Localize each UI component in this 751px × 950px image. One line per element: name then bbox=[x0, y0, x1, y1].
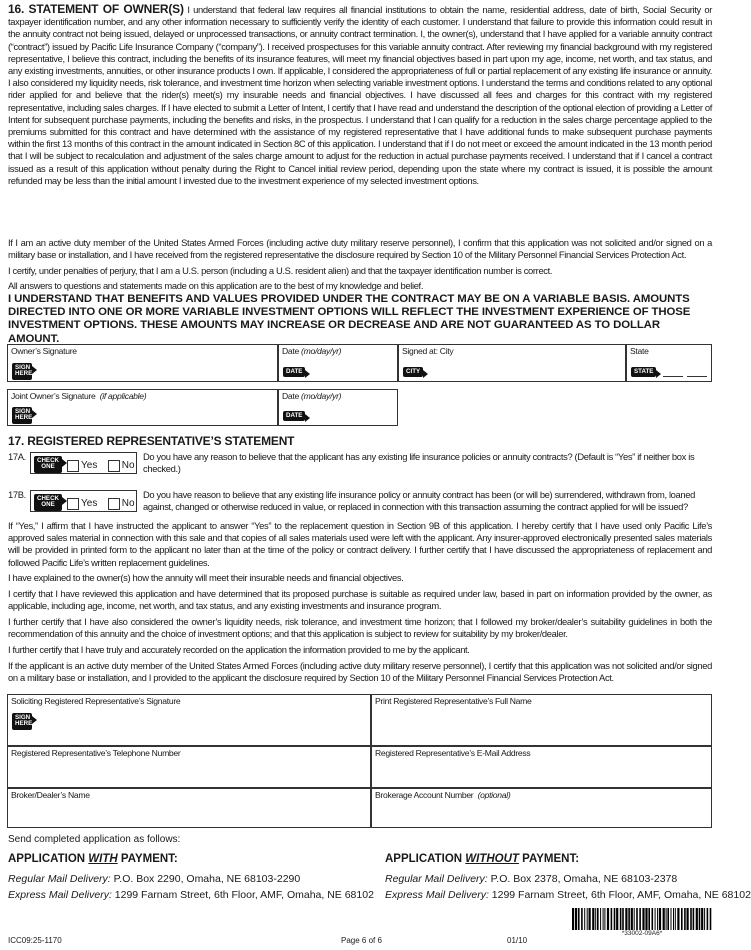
state-field[interactable] bbox=[626, 344, 712, 382]
sec16-title: 16. STATEMENT OF OWNER(S) bbox=[8, 2, 184, 16]
without-pre: APPLICATION bbox=[385, 853, 466, 865]
without-regular-line bbox=[385, 873, 677, 885]
barcode-text: *33002-09A6* bbox=[621, 930, 663, 937]
sec16-caps-disclosure: I UNDERSTAND THAT BENEFITS AND VALUES PROVIDED UNDER THE CONTRACT MAY BE ON A VARIABLE BASIS. AMOUNTS DIRECTED INTO ONE OR MORE VARIABLE INVESTMENT OPTIONS WILL REFLECT THE INVESTMENT EXPERIENCE OF THOSE INVESTMENT OPTIONS. THESE AMOUNTS MAY INCREASE OR DECREASE AND ARE NOT GUARANTEED AS TO DOLLAR AMOUNT. bbox=[8, 293, 691, 345]
date-format: (mo/day/yr) bbox=[301, 346, 342, 356]
q17b-no-checkbox[interactable] bbox=[108, 498, 120, 510]
sec17-title: 17. REGISTERED REPRESENTATIVE’S STATEMENT bbox=[8, 434, 295, 448]
sec17-paragraph-2: I have explained to the owner(s) how the annuity will meet their insurable needs and financial objectives. bbox=[8, 572, 404, 583]
check-one-icon: CHECK ONE bbox=[34, 456, 62, 473]
rep-full-name-label: Print Registered Representative’s Full Name bbox=[375, 696, 532, 706]
acct-optional: (optional) bbox=[477, 790, 511, 800]
q17a-options bbox=[67, 457, 141, 475]
express-label: Express Mail Delivery: bbox=[385, 889, 489, 901]
with-regular-line bbox=[8, 873, 300, 885]
q17b-options bbox=[67, 495, 141, 513]
rep-email-field[interactable] bbox=[371, 746, 712, 788]
joint-date-label bbox=[282, 391, 341, 401]
barcode-icon bbox=[572, 908, 712, 930]
sec17-paragraph-3: I certify that I have reviewed this application and have determined that its proposed purchase is suitable as required under law, based in part on information provided by the owner, as applicable, including age, income, net worth, and tax status, and any existing investments and insurance program. bbox=[8, 588, 712, 612]
with-post: PAYMENT: bbox=[117, 853, 178, 865]
sign-here-icon: SIGN HERE bbox=[12, 363, 32, 380]
signed-at-city-field[interactable] bbox=[398, 344, 626, 382]
joint-owner-signature-field[interactable] bbox=[7, 389, 278, 426]
sign-here-icon: SIGN HERE bbox=[12, 713, 32, 730]
without-emphasis: WITHOUT bbox=[465, 853, 519, 865]
brokerage-account-field[interactable] bbox=[371, 788, 712, 828]
owner-date-field[interactable] bbox=[278, 344, 398, 382]
q17a-yes-label: Yes bbox=[81, 460, 98, 472]
date-label-text: Date bbox=[282, 391, 299, 401]
date-label-text: Date bbox=[282, 346, 299, 356]
state-blank-2 bbox=[687, 376, 707, 377]
without-post: PAYMENT: bbox=[518, 853, 580, 865]
acct-label-text: Brokerage Account Number bbox=[375, 790, 474, 800]
joint-optional: (if applicable) bbox=[99, 391, 147, 401]
without-regular-address: P.O. Box 2378, Omaha, NE 68103-2378 bbox=[490, 873, 678, 885]
check-one-icon: CHECK ONE bbox=[34, 494, 62, 511]
q17b-yes-label: Yes bbox=[81, 498, 98, 510]
with-payment-heading bbox=[8, 853, 178, 865]
without-payment-heading bbox=[385, 853, 579, 865]
sec16-text-1: I understand that federal law requires all financial institutions to obtain the name, residential address, date of birth, Social Security or taxpayer identification number, and any other information necessary to sufficiently verify the identity of each customer. I understand that failure to provide this information could result in the annuity contract not being issued, delayed or unprocessed transactions, or annuity contract termination. I, the owner(s), understand that I have applied for a variable annuity contract (“contract”) issued by Pacific Life Insurance Company (“company”). I received prospectuses for this variable annuity contract. After reviewing my financial background with my registered representative, I believe this contract, including the benefits of its insurance features, will meet my financial objectives based in part upon my age, income, net worth, and tax status, and any existing investments, annuities, or other insurance products I own. If applicable, I considered the appropriateness of full or partial replacement of any existing life insurance or annuity. I also considered my liquidity needs, risk tolerance, and investment time horizon when selecting variable investment options. I understand the terms and conditions related to any optional rider applied for and believe that the rider(s) meet(s) my insurable needs and financial objectives. I have discussed all fees and charges for this contract with my registered representative, including sales charges. If I have elected to submit a Letter of Intent, I certify that I have read and understand the description of the optional election of providing a Letter of Intent for subsequent purchase payments, including the benefits and risks, in the prospectus. I understand that I can qualify for a reduction in the sales charge percentage applied to the premiums submitted for this contract and have determined with the assistance of my registered representative that I have additional funds to make subsequent purchase payments within the first 13 months of this contract in the amount indicated in Section 8C of this application. I understand that if I do not meet or exceed the amount indicated in the 13 month period that I will be subject to recalculation and adjustment of the sales charge amount to adjust for the reduction in actual purchase payments received. I understand that if I cancel a contract issued as a result of this application without penalty during the Right to Cancel initial review period, depending upon the state where my contract is issued, it is possible the amount refunded may be less than the initial amount I invested due to the investment experience of my selected investment options. bbox=[8, 4, 713, 186]
sec16-paragraph-4: All answers to questions and statements made on this application are to the best of my knowledge and belief. bbox=[8, 280, 424, 291]
mail-intro: Send completed application as follows: bbox=[8, 834, 181, 845]
with-emphasis: WITH bbox=[88, 853, 118, 865]
date-format: (mo/day/yr) bbox=[301, 391, 342, 401]
sec17-paragraph-6: If the applicant is an active duty member of the United States Armed Forces (including active duty military reserve personnel), I certify that this application was not solicited and/or signed on a military base or installation, and I provided to the applicant the disclosure required by Section 10 of the Military Personnel Financial Services Protection Act. bbox=[8, 660, 712, 684]
state-tag-icon: STATE bbox=[631, 367, 656, 377]
joint-owner-signature-label bbox=[11, 391, 146, 401]
without-express-line bbox=[385, 889, 751, 901]
rep-signature-field[interactable] bbox=[7, 694, 371, 746]
city-tag-icon: CITY bbox=[403, 367, 423, 377]
q17b-question: Do you have reason to believe that any existing life insurance policy or annuity contract has been (or will be) surrendered, withdrawn from, loaned against, changed or otherwise reduced in value, or replaced in connection with this transaction assuming the contract applied for will be issued? bbox=[143, 489, 696, 512]
with-regular-address: P.O. Box 2290, Omaha, NE 68103-2290 bbox=[113, 873, 301, 885]
form-number: ICC09:25-1170 bbox=[8, 936, 62, 945]
q17b-number: 17B. bbox=[8, 489, 26, 500]
q17b-no-label: No bbox=[121, 498, 135, 510]
with-express-address: 1299 Farnam Street, 6th Floor, AMF, Omaha, NE 68102 bbox=[114, 889, 374, 901]
q17a-no-checkbox[interactable] bbox=[108, 460, 120, 472]
regular-label: Regular Mail Delivery: bbox=[385, 873, 488, 885]
owner-date-label bbox=[282, 346, 341, 356]
rep-email-label: Registered Representative’s E-Mail Address bbox=[375, 748, 531, 758]
with-pre: APPLICATION bbox=[8, 853, 89, 865]
without-express-address: 1299 Farnam Street, 6th Floor, AMF, Omaha, NE 68102 bbox=[491, 889, 751, 901]
rep-full-name-field[interactable] bbox=[371, 694, 712, 746]
sec17-paragraph-4: I further certify that I have also considered the owner’s liquidity needs, risk tolerance, and investment time horizon; that I followed my broker/dealer’s suitability guidelines in both the recommendation of this annuity and the choice of investment options; and that this application is subject to review for suitability by my broker/dealer. bbox=[8, 616, 712, 640]
sec17-paragraph-5: I further certify that I have truly and accurately recorded on the application the information provided to me by the applicant. bbox=[8, 644, 470, 655]
rep-phone-label: Registered Representative’s Telephone Number bbox=[11, 748, 181, 758]
page-number: Page 6 of 6 bbox=[341, 936, 382, 945]
sign-here-icon: SIGN HERE bbox=[12, 407, 32, 424]
joint-label-text: Joint Owner’s Signature bbox=[11, 391, 96, 401]
rep-signature-label: Soliciting Registered Representative’s Signature bbox=[11, 696, 181, 706]
owner-signature-label: Owner’s Signature bbox=[11, 346, 77, 356]
owner-signature-field[interactable] bbox=[7, 344, 278, 382]
q17a-yes-checkbox[interactable] bbox=[67, 460, 79, 472]
sec16-paragraph-2: If I am an active duty member of the United States Armed Forces (including active duty military reserve personnel), I confirm that this application was not solicited and/or signed on a military base or installation, and I have received from the registered representative the disclosure required by Section 10 of the Military Personnel Financial Services Protection Act. bbox=[8, 237, 712, 261]
state-blank-1 bbox=[663, 376, 683, 377]
with-express-line bbox=[8, 889, 374, 901]
date-tag-icon: DATE bbox=[283, 367, 305, 377]
sec17-paragraph-1: If “Yes,” I affirm that I have instructed the applicant to answer “Yes” to the replacement question in Section 9B of this application. I hereby certify that I have used only Pacific Life’s approved sales material in connection with this sale and that copies of all sales materials used were left with the applicant. Any insurer-approved electronically presented sales materials will be provided in printed form to the applicant no later than at the time of the policy or contract delivery. I further certify that I have discussed the appropriateness of replacement and followed Pacific Life’s written replacement guidelines. bbox=[8, 520, 712, 568]
broker-dealer-field[interactable] bbox=[7, 788, 371, 828]
signed-at-city-label: Signed at: City bbox=[402, 346, 454, 356]
revision-date: 01/10 bbox=[507, 936, 528, 945]
sec16-paragraph-3: I certify, under penalties of perjury, that I am a U.S. person (including a U.S. resident alien) and that the taxpayer identification number is correct. bbox=[8, 265, 553, 276]
broker-dealer-label: Broker/Dealer’s Name bbox=[11, 790, 90, 800]
express-label: Express Mail Delivery: bbox=[8, 889, 112, 901]
date-tag-icon: DATE bbox=[283, 411, 305, 421]
brokerage-account-label bbox=[375, 790, 510, 800]
regular-label: Regular Mail Delivery: bbox=[8, 873, 111, 885]
state-label: State bbox=[630, 346, 649, 356]
q17b-yes-checkbox[interactable] bbox=[67, 498, 79, 510]
joint-date-field[interactable] bbox=[278, 389, 398, 426]
q17a-checkbox-group bbox=[30, 452, 137, 474]
q17a-question: Do you have any reason to believe that the applicant has any existing life insurance policies or annuity contracts? (Default is “Yes” if neither box is checked.) bbox=[143, 451, 695, 474]
sec16-paragraph-1 bbox=[8, 3, 712, 187]
rep-phone-field[interactable] bbox=[7, 746, 371, 788]
q17a-no-label: No bbox=[121, 460, 135, 472]
q17b-checkbox-group bbox=[30, 490, 137, 512]
q17a-number: 17A. bbox=[8, 451, 26, 462]
